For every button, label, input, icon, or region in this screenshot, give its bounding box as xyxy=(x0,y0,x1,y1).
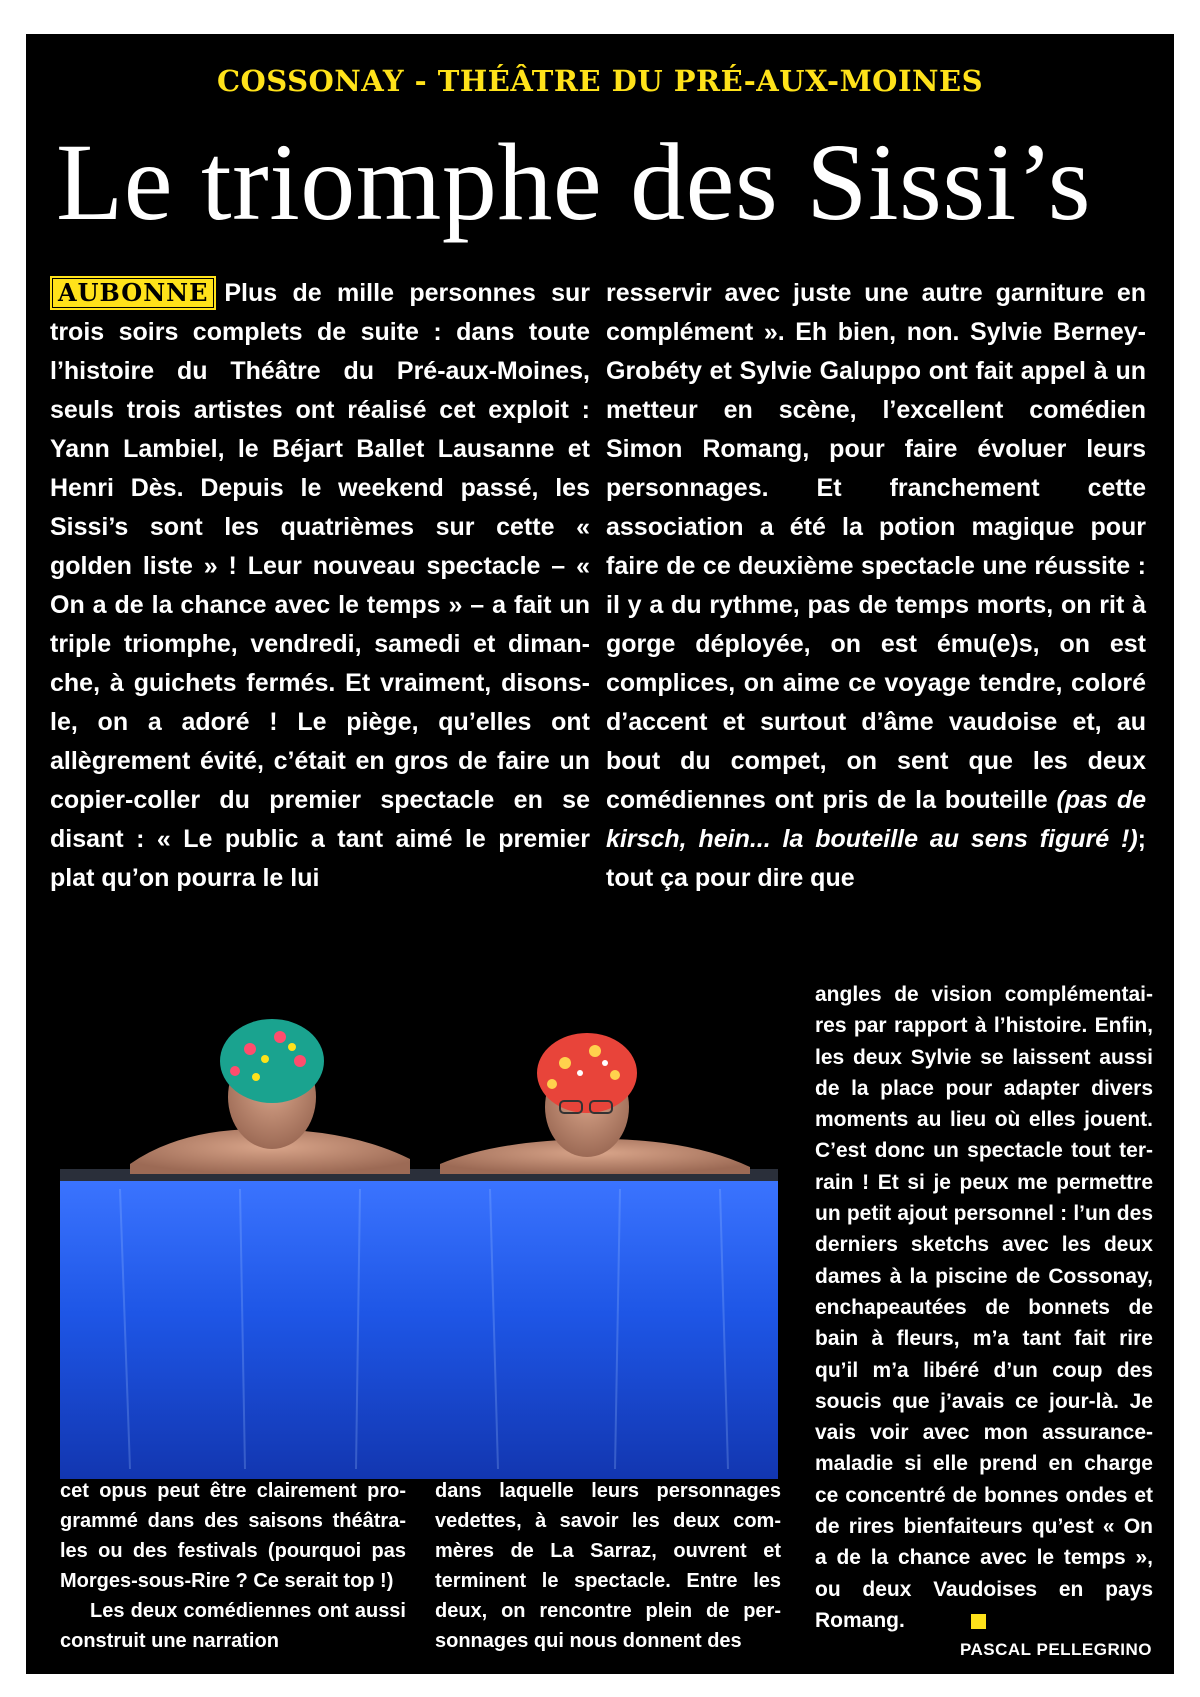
column-4-text: cet opus peut être clairement programmé dans des saisons théâtrales ou des festivals (pourquoi pas Morges-sous-Rire ? Ce serait top !) xyxy=(60,1480,406,1592)
newspaper-article xyxy=(26,34,1174,1674)
column-2-tail: ; tout ça pour dire que xyxy=(606,825,1146,892)
article-kicker: COSSONAY - THÉÂTRE DU PRÉ-AUX-MOINES xyxy=(216,64,984,98)
article-headline: Le triomphe des Sissi’s xyxy=(56,121,1092,243)
column-1-text: Plus de mille personnes sur trois soirs complets de suite : dans toute l’histoire du Théâtre du Pré-aux-Moines, seuls trois artistes ont réalisé cet exploit : Yann Lambiel, le Béjart Ballet Lausanne et Henri Dès. Depuis le weekend passé, les Sissi’s sont les quatrièmes sur cette « golden liste » ! Leur nouveau spectacle – « On a de la chance avec le temps » – a fait un triple triomphe, vendredi, samedi et dimanche, à guichets fermés. Et vraiment, disons-le, on a adoré ! Le piège, qu’elles ont allègrement évité, c’était en gros de faire un copier-coller du premier spectacle en se disant : « Le public a tant aimé le premier plat qu’on pourra le lui xyxy=(50,279,590,892)
article-photo xyxy=(60,989,788,1484)
text-column-1 xyxy=(50,274,590,898)
text-column-5 xyxy=(435,1476,781,1656)
article-byline: PASCAL PELLEGRINO xyxy=(959,1640,1152,1659)
column-5-text: dans laquelle leurs personnages vedettes, à savoir les deux commères de La Sarraz, ouvrent et terminent le spectacle. Entre les deux, on rencontre plein de personnages qui nous donnent des xyxy=(435,1480,781,1652)
column-2-text: resservir avec juste une autre garniture en complément ». Eh bien, non. Sylvie Berney-Grobéty et Sylvie Galuppo ont fait appel à un metteur en scène, l’excellent comédien Simon Romang, pour faire évoluer leurs personnages. Et franchement cette association a été la potion magique pour faire de ce deuxième spectacle une réussite : il y a du rythme, pas de temps morts, on rit à gorge déployée, on est ému(e)s, on est complices, on aime ce voyage tendre, coloré d’accent et surtout d’âme vaudoise et, au bout du compet, on sent que les deux comédiennes ont pris de la bouteille xyxy=(606,279,1146,814)
text-column-2 xyxy=(606,274,1146,898)
text-column-4 xyxy=(60,1476,406,1656)
text-column-3 xyxy=(815,979,1153,1636)
end-of-article-mark xyxy=(971,1614,986,1629)
pool-wall xyxy=(60,1179,778,1479)
column-2-italic-aside: (pas de kirsch, hein... la bouteille au sens figuré !) xyxy=(606,786,1146,853)
column-4-paragraph-2: Les deux comédiennes ont aussi construit une narration xyxy=(60,1600,406,1652)
location-badge: AUBONNE xyxy=(50,276,216,310)
column-3-text: angles de vision complémentaires par rapport à l’histoire. Enfin, les deux Sylvie se laissent aussi de la place pour adapter divers moments au lieu où elles jouent. C’est donc un spectacle tout terrain ! Et si je peux me permettre un petit ajout personnel : l’un des derniers sketchs avec les deux dames à la piscine de Cossonay, enchapeautées de bonnets de bain à fleurs, m’a tant fait rire qu’il m’a libéré d’un coup des soucis que j’avais ce jour-là. Je vais voir avec mon assurance-maladie si elle prend en charge ce concentré de bonnes ondes et de rires bienfaiteurs qu’est « On a de la chance avec le temps », ou deux Vaudoises en pays Romang. xyxy=(815,983,1153,1632)
